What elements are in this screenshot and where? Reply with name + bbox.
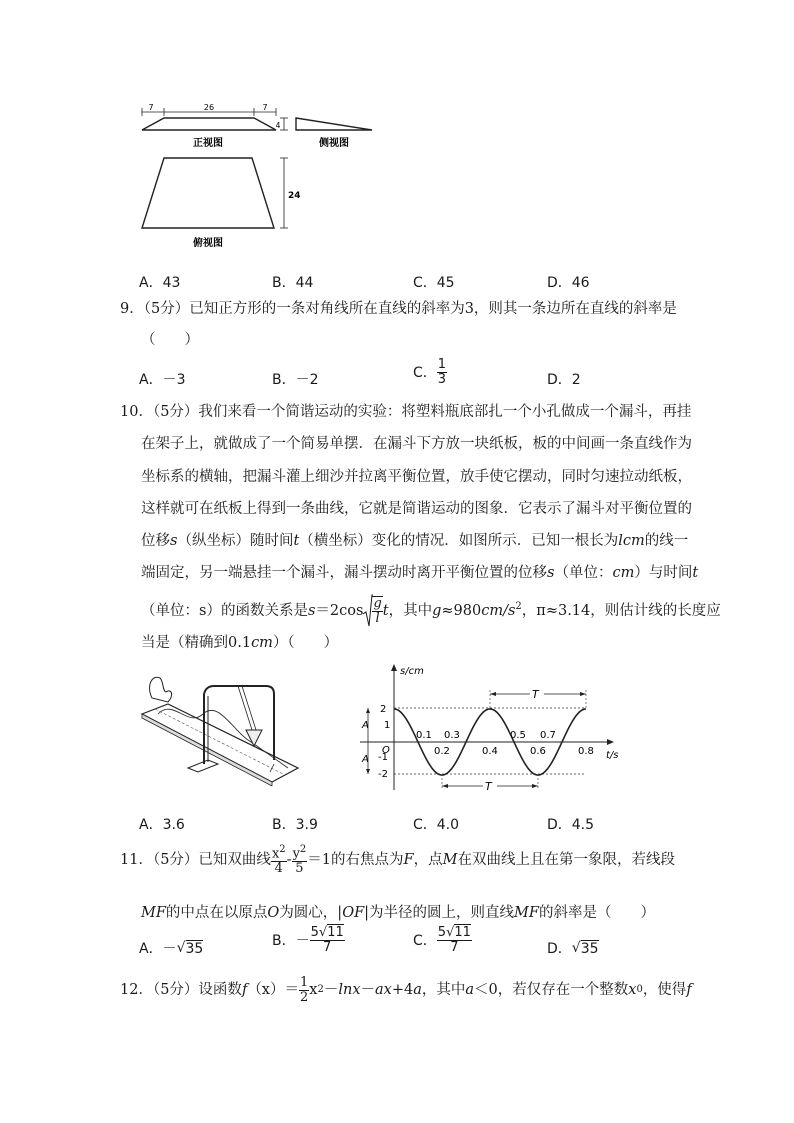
q10-line-7: （单位：s）的函数关系是 s ＝2cos $\frac{g}{l}$ t ，其中 g ≈980 cm/s $^2$ ，π≈3.14，则估计线的长度应 <box>141 594 721 628</box>
hand-icon <box>150 677 172 702</box>
dim-top-label: 26 <box>203 103 215 112</box>
side-view-label: 侧视图 <box>319 138 349 149</box>
side-view-shape <box>296 118 372 130</box>
q10-line-5: 位移s（纵坐标）随时间t（横坐标）变化的情况．如图所示．已知一根长为lcm的线一 <box>141 533 689 549</box>
q10-option-c[interactable]: C．4.0 <box>413 817 460 833</box>
q9-line-1: 9．（5分）已知正方形的一条对角线所在直线的斜率为3，则其一条边所在直线的斜率是 <box>120 301 677 317</box>
top-view-shape <box>142 158 274 228</box>
front-view-shape <box>142 118 276 130</box>
x-tick-0-1: 0.1 <box>416 730 432 741</box>
q8-option-b[interactable]: B．44 <box>272 275 314 291</box>
sqrt-sign-icon: √ <box>176 940 186 956</box>
q11-option-c[interactable]: C． $\frac{5√11}{7}$ <box>413 925 471 955</box>
y-tick-2: 2 <box>380 704 387 715</box>
q10-option-a[interactable]: A．3.6 <box>139 817 185 833</box>
q8-option-c[interactable]: C．45 <box>413 275 455 291</box>
three-view-figure <box>138 100 388 250</box>
q10-sqrt <box>363 594 382 628</box>
x-axis-label: t/s <box>606 750 619 761</box>
q11-option-b-fraction: $\frac{5√11}{7}$ <box>310 925 344 955</box>
q11-option-d[interactable]: D． √ 35 <box>547 940 599 957</box>
y-axis-label: s/cm <box>400 666 424 677</box>
q10-option-b[interactable]: B．3.9 <box>272 817 318 833</box>
q9-option-c-den: 3 <box>437 371 447 387</box>
q11-line-2: MF的中点在以原点O为圆心，|OF|为半径的圆上，则直线MF的斜率是（ ） <box>141 905 655 921</box>
x-tick-0-5: 0.5 <box>510 730 526 741</box>
dim-height-label: 4 <box>275 121 281 130</box>
x-tick-0-3: 0.3 <box>444 730 460 741</box>
q9-option-b[interactable]: B．－2 <box>272 372 319 388</box>
q8-option-d[interactable]: D．46 <box>547 275 590 291</box>
q11-frac-y: $\frac{y^2}{5}$ <box>292 844 307 876</box>
q11-option-b[interactable]: B．－ $\frac{5√11}{7}$ <box>272 925 344 955</box>
q11-option-c-fraction: $\frac{5√11}{7}$ <box>437 925 471 955</box>
q9-option-c-num: 1 <box>437 357 447 372</box>
q9-option-d[interactable]: D．2 <box>547 372 581 388</box>
x-tick-0-4: 0.4 <box>482 746 498 757</box>
three-view-svg <box>138 100 388 250</box>
q12-line-1: 12．（5分）设函数 f （x）＝ $\frac{1}{2}$ x 2 － lnx － ax +4 a ，其中 a ＜0，若仅存在一个整数 x 0 ，使得 f <box>120 975 692 1005</box>
q10-line-2: 在架子上，就做成了一个简易单摆．在漏斗下方放一块纸板，板的中间画一条直线作为 <box>141 436 692 452</box>
y-tick-neg2: -2 <box>378 769 388 780</box>
q11-line-1: 11．（5分）已知双曲线 $\frac{x^2}{4}$ - $\frac{y^2}{5}$ ＝1的右焦点为 F ，点 M 在双曲线上且在第一象限，若线段 <box>120 844 675 876</box>
amplitude-label-bottom: A <box>362 754 369 765</box>
pendulum-illustration <box>138 668 304 786</box>
x-tick-0-2: 0.2 <box>434 746 450 757</box>
period-label-bottom: T <box>485 780 492 793</box>
top-view-label: 俯视图 <box>193 238 223 249</box>
x-tick-0-6: 0.6 <box>530 746 546 757</box>
q9-line-2: （ ） <box>141 332 199 348</box>
q10-line-8: 当是（精确到0.1cm）（ ） <box>141 635 339 651</box>
shm-graph <box>356 662 626 796</box>
q11-frac-x: $\frac{x^2}{4}$ <box>271 844 286 876</box>
period-label-top: T <box>532 688 539 701</box>
q10-line-1: 10．（5分）我们来看一个简谐运动的实验：将塑料瓶底部扎一个小孔做成一个漏斗，再挂 <box>120 404 692 420</box>
dim-left-label: 7 <box>148 103 154 112</box>
dim-right-label: 7 <box>262 103 268 112</box>
q9-option-a[interactable]: A．－3 <box>139 372 186 388</box>
q9-option-c[interactable] <box>413 358 447 386</box>
pendulum-svg <box>138 668 304 786</box>
q10-option-d[interactable]: D．4.5 <box>547 817 595 833</box>
q10-line-4: 这样就可在纸板上得到一条曲线，它就是简谐运动的图象．它表示了漏斗对平衡位置的 <box>141 501 692 517</box>
dim-depth-label: 24 <box>288 191 301 201</box>
q10-line-6: 端固定，另一端悬挂一个漏斗，漏斗摆动时离开平衡位置的位移s（单位：cm）与时间t <box>141 565 699 581</box>
q9-option-c-fraction <box>437 358 447 386</box>
q9-option-c-prefix: C． <box>413 365 437 382</box>
y-tick-1: 1 <box>384 720 391 731</box>
shm-graph-svg <box>356 662 626 796</box>
sqrt-sign-icon: √ <box>571 940 581 956</box>
x-tick-0-8: 0.8 <box>578 746 594 757</box>
x-tick-0-7: 0.7 <box>540 730 556 741</box>
amplitude-label-top: A <box>362 720 369 731</box>
q12-half-fraction: $\frac{1}{2}$ <box>300 975 309 1005</box>
q10-line-3: 坐标系的横轴，把漏斗灌上细沙并拉离平衡位置，放手使它摆动，同时匀速拉动纸板， <box>141 469 692 485</box>
q8-option-a[interactable]: A．43 <box>139 275 181 291</box>
y-tick-neg1: -1 <box>378 752 388 763</box>
q10-sqrt-fraction: $\frac{g}{l}$ <box>373 596 382 626</box>
front-view-label: 正视图 <box>193 138 223 149</box>
q11-option-a[interactable]: A．－ √ 35 <box>139 940 204 957</box>
origin-label: O <box>382 745 390 756</box>
